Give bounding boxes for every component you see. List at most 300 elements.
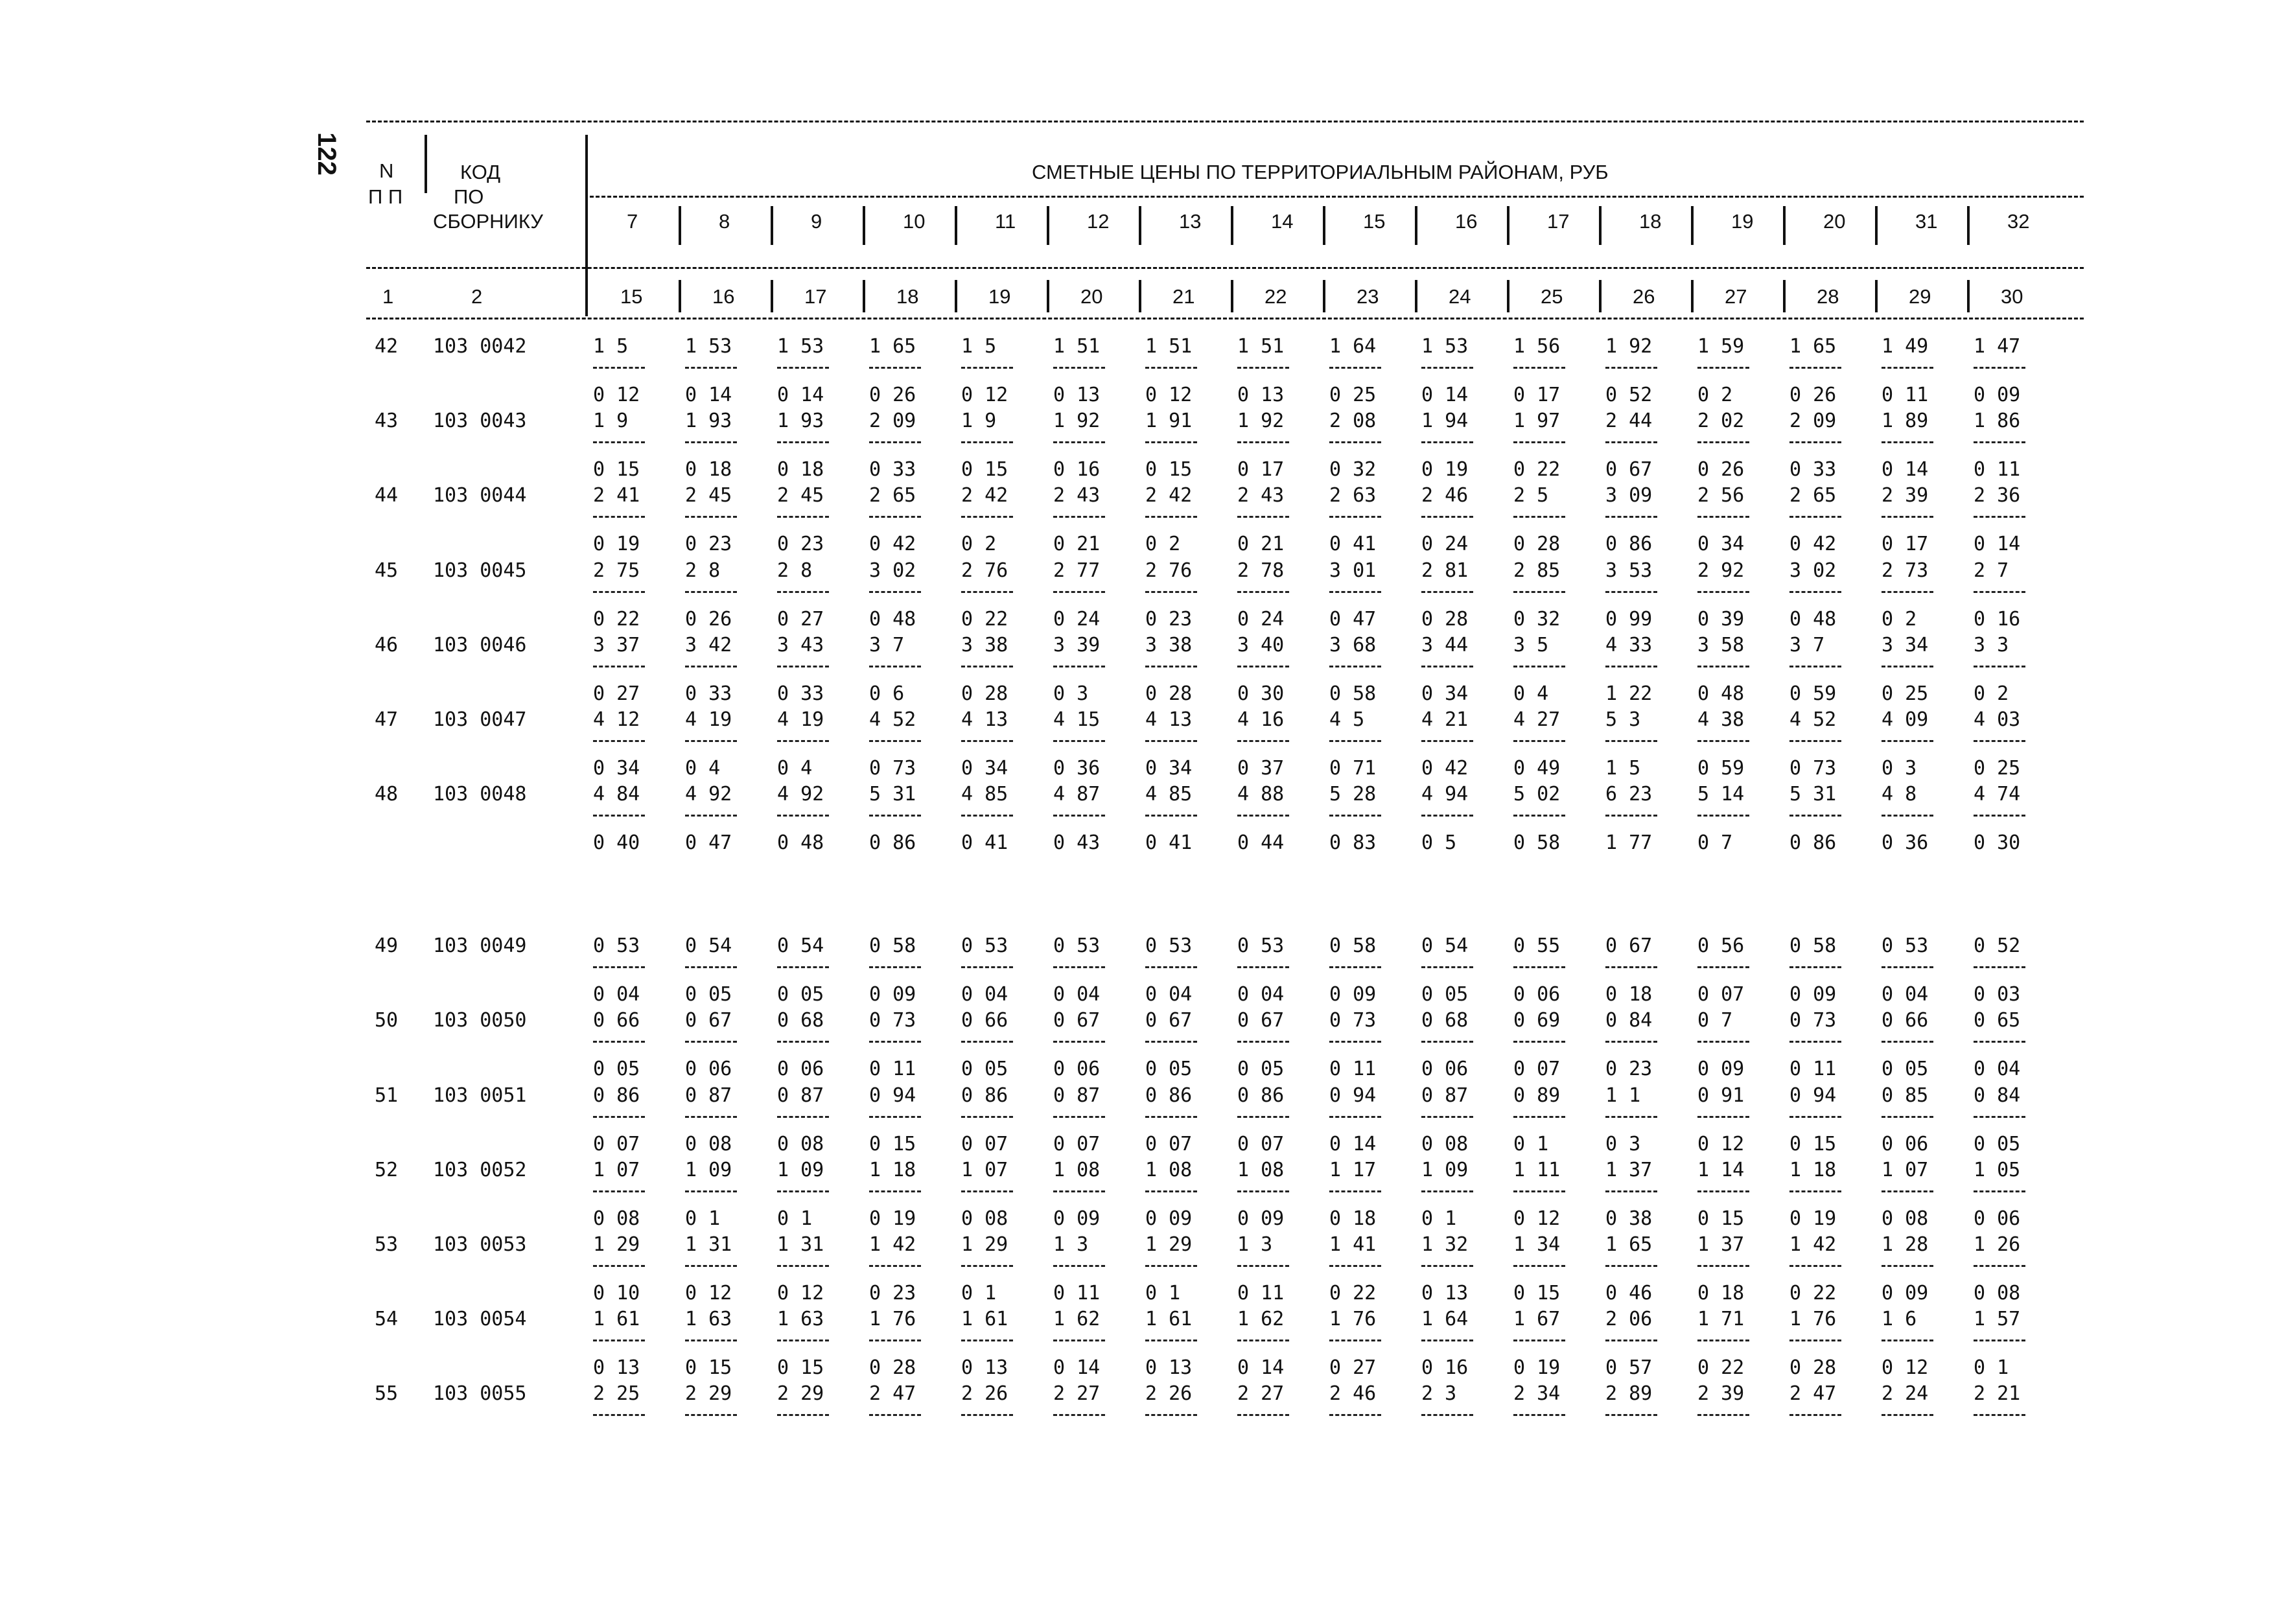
price-sub-value: 0 22	[1329, 1282, 1377, 1305]
price-sub-value: 0 37	[1237, 757, 1285, 780]
region-divider	[1047, 206, 1049, 245]
price-value: 1 92	[1237, 410, 1285, 432]
fraction-bar	[1697, 1116, 1749, 1118]
price-value: 0 68	[777, 1009, 824, 1032]
fraction-bar	[1053, 1414, 1105, 1416]
price-value: 1 64	[1329, 335, 1377, 358]
price-sub-value: 0 34	[961, 757, 1008, 780]
fraction-bar	[1237, 516, 1289, 518]
fraction-bar	[1421, 441, 1473, 443]
price-value: 1 26	[1974, 1233, 2021, 1256]
fraction-bar	[1329, 1116, 1381, 1118]
region-divider	[1323, 206, 1325, 245]
col-number-divider	[955, 280, 957, 312]
price-value: 2 73	[1882, 559, 1929, 582]
price-value: 6 23	[1605, 783, 1653, 806]
fraction-bar	[1882, 516, 1933, 518]
region-col-number-30: 30	[2001, 285, 2023, 308]
price-sub-value: 0 26	[685, 608, 732, 631]
price-value: 1 37	[1605, 1159, 1653, 1181]
price-sub-value: 0 71	[1329, 757, 1377, 780]
price-value: 1 49	[1882, 335, 1929, 358]
fraction-bar	[1053, 815, 1105, 817]
fraction-bar	[1145, 740, 1197, 742]
price-value: 0 53	[593, 934, 640, 957]
fraction-bar	[1789, 1041, 1841, 1043]
price-value: 1 56	[1513, 335, 1561, 358]
fraction-bar	[869, 1041, 921, 1043]
price-value: 0 67	[1053, 1009, 1101, 1032]
fraction-bar	[961, 740, 1013, 742]
price-value: 1 64	[1421, 1308, 1469, 1330]
price-sub-value: 0 4	[1513, 682, 1549, 705]
fraction-bar	[777, 966, 829, 968]
price-value: 1 29	[961, 1233, 1008, 1256]
price-value: 4 12	[593, 708, 640, 731]
header-divider-2	[585, 135, 588, 316]
fraction-bar	[1605, 1116, 1657, 1118]
price-sub-value: 0 28	[1145, 682, 1193, 705]
price-value: 0 54	[1421, 934, 1469, 957]
price-sub-value: 0 15	[1513, 1282, 1561, 1305]
price-value: 4 19	[685, 708, 732, 731]
fraction-bar	[1329, 815, 1381, 817]
fraction-bar	[1053, 441, 1105, 443]
fraction-bar	[1145, 516, 1197, 518]
price-value: 1 18	[1789, 1159, 1837, 1181]
fraction-bar	[685, 1041, 737, 1043]
price-value: 2 78	[1237, 559, 1285, 582]
price-sub-value: 0 58	[1513, 831, 1561, 854]
fraction-bar	[961, 441, 1013, 443]
region-header-11: 11	[995, 210, 1016, 233]
price-value: 0 84	[1605, 1009, 1653, 1032]
price-value: 1 09	[777, 1159, 824, 1181]
price-value: 2 47	[1789, 1382, 1837, 1405]
fraction-bar	[1053, 966, 1105, 968]
price-sub-value: 0 15	[961, 458, 1008, 481]
fraction-bar	[1697, 591, 1749, 593]
fraction-bar	[777, 1190, 829, 1192]
fraction-bar	[1974, 1041, 2025, 1043]
price-sub-value: 0 06	[1882, 1133, 1929, 1155]
price-sub-value: 0 05	[1974, 1133, 2021, 1155]
price-sub-value: 0 11	[1974, 458, 2021, 481]
price-sub-value: 0 17	[1882, 533, 1929, 555]
fraction-bar	[1882, 815, 1933, 817]
fraction-bar	[593, 1340, 645, 1341]
price-value: 1 89	[1882, 410, 1929, 432]
price-sub-value: 0 11	[1789, 1058, 1837, 1080]
fraction-bar	[1145, 1190, 1197, 1192]
fraction-bar	[1513, 367, 1565, 369]
fraction-bar	[1421, 740, 1473, 742]
fraction-bar	[1513, 516, 1565, 518]
price-value: 4 19	[777, 708, 824, 731]
fraction-bar	[1513, 591, 1565, 593]
price-sub-value: 0 23	[777, 533, 824, 555]
fraction-bar	[1513, 966, 1565, 968]
price-value: 2 89	[1605, 1382, 1653, 1405]
price-value: 4 88	[1237, 783, 1285, 806]
price-sub-value: 0 07	[1145, 1133, 1193, 1155]
row-number: 44	[375, 484, 399, 507]
price-sub-value: 0 11	[1053, 1282, 1101, 1305]
fraction-bar	[1053, 1190, 1105, 1192]
price-sub-value: 0 86	[869, 831, 916, 854]
price-sub-value: 0 08	[1974, 1282, 2021, 1305]
price-sub-value: 0 1	[1974, 1356, 2009, 1379]
price-sub-value: 0 83	[1329, 831, 1377, 854]
row-code: 103 0050	[433, 1009, 527, 1032]
price-sub-value: 0 22	[961, 608, 1008, 631]
fraction-bar	[1882, 1265, 1933, 1267]
price-value: 0 86	[961, 1084, 1008, 1107]
fraction-bar	[1605, 666, 1657, 667]
fraction-bar	[1329, 1041, 1381, 1043]
page-number: 122	[312, 132, 341, 176]
price-sub-value: 0 06	[1974, 1207, 2021, 1230]
price-sub-value: 0 59	[1697, 757, 1745, 780]
price-value: 1 1	[1605, 1084, 1641, 1107]
region-divider	[1875, 206, 1878, 245]
price-value: 0 85	[1882, 1084, 1929, 1107]
price-sub-value: 0 36	[1882, 831, 1929, 854]
price-value: 4 92	[685, 783, 732, 806]
fraction-bar	[1605, 441, 1657, 443]
price-sub-value: 0 41	[1329, 533, 1377, 555]
col-number-divider	[1047, 280, 1049, 312]
price-value: 1 08	[1145, 1159, 1193, 1181]
price-sub-value: 0 06	[685, 1058, 732, 1080]
fraction-bar	[1421, 1190, 1473, 1192]
price-value: 1 07	[593, 1159, 640, 1181]
fraction-bar	[1789, 966, 1841, 968]
region-header-17: 17	[1547, 210, 1570, 233]
price-value: 2 29	[777, 1382, 824, 1405]
price-sub-value: 0 27	[1329, 1356, 1377, 1379]
fraction-bar	[1237, 1041, 1289, 1043]
price-value: 2 24	[1882, 1382, 1929, 1405]
price-value: 1 09	[1421, 1159, 1469, 1181]
col-number-divider	[1231, 280, 1233, 312]
region-col-number-28: 28	[1817, 285, 1839, 308]
price-sub-value: 0 44	[1237, 831, 1285, 854]
price-value: 3 01	[1329, 559, 1377, 582]
fraction-bar	[685, 1340, 737, 1341]
col-number-divider	[679, 280, 681, 312]
price-sub-value: 0 23	[685, 533, 732, 555]
fraction-bar	[1605, 1265, 1657, 1267]
price-sub-value: 0 16	[1053, 458, 1101, 481]
price-value: 0 53	[961, 934, 1008, 957]
header-pp-label: П П	[368, 185, 403, 208]
fraction-bar	[1329, 516, 1381, 518]
fraction-bar	[1882, 966, 1933, 968]
fraction-bar	[685, 1265, 737, 1267]
fraction-bar	[1697, 815, 1749, 817]
price-sub-value: 0 19	[1789, 1207, 1837, 1230]
price-value: 1 5	[593, 335, 629, 358]
fraction-bar	[1513, 1265, 1565, 1267]
price-value: 0 53	[1053, 934, 1101, 957]
price-sub-value: 0 46	[1605, 1282, 1653, 1305]
price-sub-value: 0 05	[1421, 983, 1469, 1006]
header-n-label: N	[379, 159, 394, 182]
price-value: 2 65	[1789, 484, 1837, 507]
fraction-bar	[1882, 1041, 1933, 1043]
price-value: 5 31	[1789, 783, 1837, 806]
price-sub-value: 0 12	[777, 1282, 824, 1305]
price-sub-value: 0 73	[1789, 757, 1837, 780]
region-divider	[1231, 206, 1233, 245]
fraction-bar	[1329, 666, 1381, 667]
price-value: 0 84	[1974, 1084, 2021, 1107]
price-sub-value: 0 15	[777, 1356, 824, 1379]
price-sub-value: 0 05	[777, 983, 824, 1006]
col-number-divider	[1875, 280, 1878, 312]
fraction-bar	[1605, 815, 1657, 817]
region-col-number-24: 24	[1449, 285, 1471, 308]
price-value: 0 87	[685, 1084, 732, 1107]
price-value: 1 5	[961, 335, 997, 358]
fraction-bar	[1697, 1414, 1749, 1416]
fraction-bar	[1421, 1340, 1473, 1341]
price-value: 3 02	[869, 559, 916, 582]
price-sub-value: 0 41	[1145, 831, 1193, 854]
price-value: 1 32	[1421, 1233, 1469, 1256]
price-value: 1 93	[777, 410, 824, 432]
price-sub-value: 0 05	[961, 1058, 1008, 1080]
price-sub-value: 0 14	[1421, 384, 1469, 406]
price-sub-value: 0 28	[1789, 1356, 1837, 1379]
price-sub-value: 0 07	[961, 1133, 1008, 1155]
price-value: 3 39	[1053, 634, 1101, 656]
price-sub-value: 0 48	[1697, 682, 1745, 705]
price-value: 2 39	[1882, 484, 1929, 507]
price-sub-value: 0 26	[1697, 458, 1745, 481]
price-value: 2 42	[1145, 484, 1193, 507]
price-value: 1 65	[1789, 335, 1837, 358]
price-value: 2 43	[1237, 484, 1285, 507]
price-sub-value: 0 42	[1789, 533, 1837, 555]
price-sub-value: 0 09	[1329, 983, 1377, 1006]
fraction-bar	[1882, 1116, 1933, 1118]
price-value: 2 92	[1697, 559, 1745, 582]
region-header-14: 14	[1271, 210, 1294, 233]
price-sub-value: 0 14	[1974, 533, 2021, 555]
price-value: 1 07	[1882, 1159, 1929, 1181]
fraction-bar	[1605, 591, 1657, 593]
price-value: 1 86	[1974, 410, 2021, 432]
price-sub-value: 0 43	[1053, 831, 1101, 854]
row-code: 103 0048	[433, 783, 527, 806]
fraction-bar	[1789, 1265, 1841, 1267]
fraction-bar	[1237, 441, 1289, 443]
fraction-bar	[1237, 666, 1289, 667]
region-col-number-21: 21	[1172, 285, 1195, 308]
price-sub-value: 1 77	[1605, 831, 1653, 854]
price-sub-value: 0 12	[685, 1282, 732, 1305]
fraction-bar	[1329, 1265, 1381, 1267]
fraction-bar	[1697, 966, 1749, 968]
price-value: 4 5	[1329, 708, 1365, 731]
price-sub-value: 0 34	[1145, 757, 1193, 780]
price-value: 1 51	[1237, 335, 1285, 358]
price-value: 0 87	[1421, 1084, 1469, 1107]
price-value: 1 17	[1329, 1159, 1377, 1181]
price-value: 1 05	[1974, 1159, 2021, 1181]
fraction-bar	[1053, 740, 1105, 742]
price-value: 1 63	[777, 1308, 824, 1330]
fraction-bar	[777, 815, 829, 817]
price-sub-value: 0 57	[1605, 1356, 1653, 1379]
region-header-7: 7	[627, 210, 638, 233]
fraction-bar	[1053, 591, 1105, 593]
fraction-bar	[1513, 1414, 1565, 1416]
price-value: 1 94	[1421, 410, 1469, 432]
price-sub-value: 0 1	[777, 1207, 813, 1230]
fraction-bar	[777, 666, 829, 667]
col-number-divider	[1415, 280, 1417, 312]
fraction-bar	[1974, 591, 2025, 593]
fraction-bar	[1605, 966, 1657, 968]
price-sub-value: 0 08	[1882, 1207, 1929, 1230]
price-sub-value: 0 28	[869, 1356, 916, 1379]
fraction-bar	[1237, 1116, 1289, 1118]
price-value: 1 65	[869, 335, 916, 358]
price-sub-value: 0 07	[1053, 1133, 1101, 1155]
price-sub-value: 0 08	[593, 1207, 640, 1230]
price-value: 0 67	[1237, 1009, 1285, 1032]
price-sub-value: 0 17	[1237, 458, 1285, 481]
fraction-bar	[777, 1265, 829, 1267]
price-value: 0 53	[1882, 934, 1929, 957]
price-value: 2 27	[1053, 1382, 1101, 1405]
fraction-bar	[1145, 1041, 1197, 1043]
price-sub-value: 0 13	[1421, 1282, 1469, 1305]
fraction-bar	[1421, 591, 1473, 593]
fraction-bar	[1789, 516, 1841, 518]
price-value: 0 73	[1329, 1009, 1377, 1032]
row-number: 45	[375, 559, 399, 582]
price-sub-value: 0 42	[869, 533, 916, 555]
title-underline	[590, 196, 2084, 198]
price-sub-value: 0 27	[777, 608, 824, 631]
price-sub-value: 0 14	[1329, 1133, 1377, 1155]
fraction-bar	[1237, 367, 1289, 369]
price-value: 0 66	[593, 1009, 640, 1032]
price-value: 4 21	[1421, 708, 1469, 731]
price-sub-value: 0 25	[1974, 757, 2021, 780]
price-sub-value: 0 2	[1974, 682, 2009, 705]
price-sub-value: 0 04	[1974, 1058, 2021, 1080]
fraction-bar	[1513, 815, 1565, 817]
price-value: 2 65	[869, 484, 916, 507]
fraction-bar	[777, 1116, 829, 1118]
price-sub-value: 0 08	[777, 1133, 824, 1155]
price-value: 2 09	[1789, 410, 1837, 432]
price-value: 4 03	[1974, 708, 2021, 731]
fraction-bar	[1882, 666, 1933, 667]
price-value: 1 67	[1513, 1308, 1561, 1330]
price-value: 0 73	[1789, 1009, 1837, 1032]
fraction-bar	[1789, 1414, 1841, 1416]
price-value: 2 46	[1329, 1382, 1377, 1405]
price-value: 1 34	[1513, 1233, 1561, 1256]
price-sub-value: 0 03	[1974, 983, 2021, 1006]
price-sub-value: 0 21	[1237, 533, 1285, 555]
price-sub-value: 0 05	[685, 983, 732, 1006]
fraction-bar	[1145, 1414, 1197, 1416]
price-sub-value: 0 12	[1697, 1133, 1745, 1155]
price-sub-value: 0 30	[1237, 682, 1285, 705]
price-value: 2 76	[1145, 559, 1193, 582]
price-sub-value: 0 05	[1882, 1058, 1929, 1080]
row-code: 103 0051	[433, 1084, 527, 1107]
price-sub-value: 0 13	[1145, 1356, 1193, 1379]
fraction-bar	[1237, 1265, 1289, 1267]
fraction-bar	[961, 815, 1013, 817]
price-sub-value: 0 3	[1882, 757, 1917, 780]
col-number-2: 2	[471, 285, 483, 308]
price-value: 0 65	[1974, 1009, 2021, 1032]
price-value: 4 13	[961, 708, 1008, 731]
header-title: СМЕТНЫЕ ЦЕНЫ ПО ТЕРРИТОРИАЛЬНЫМ РАЙОНАМ, РУБ	[1032, 161, 1609, 183]
price-value: 3 68	[1329, 634, 1377, 656]
header-divider-1	[425, 135, 427, 193]
price-sub-value: 1 5	[1605, 757, 1641, 780]
price-sub-value: 0 2	[1697, 384, 1733, 406]
price-value: 0 86	[593, 1084, 640, 1107]
fraction-bar	[593, 591, 645, 593]
price-value: 0 73	[869, 1009, 916, 1032]
price-sub-value: 0 22	[1789, 1282, 1837, 1305]
price-value: 2 8	[777, 559, 813, 582]
price-value: 5 3	[1605, 708, 1641, 731]
fraction-bar	[777, 516, 829, 518]
price-sub-value: 0 28	[1513, 533, 1561, 555]
price-value: 1 37	[1697, 1233, 1745, 1256]
header-code-label-3: СБОРНИКУ	[433, 210, 543, 233]
price-value: 4 38	[1697, 708, 1745, 731]
fraction-bar	[961, 1414, 1013, 1416]
fraction-bar	[1974, 367, 2025, 369]
price-sub-value: 0 48	[777, 831, 824, 854]
fraction-bar	[1421, 516, 1473, 518]
price-value: 4 33	[1605, 634, 1653, 656]
fraction-bar	[1421, 966, 1473, 968]
price-sub-value: 0 06	[1053, 1058, 1101, 1080]
price-value: 3 44	[1421, 634, 1469, 656]
fraction-bar	[777, 1340, 829, 1341]
price-value: 2 36	[1974, 484, 2021, 507]
price-sub-value: 0 09	[1974, 384, 2021, 406]
fraction-bar	[1789, 591, 1841, 593]
price-sub-value: 0 34	[1697, 533, 1745, 555]
fraction-bar	[1882, 1340, 1933, 1341]
fraction-bar	[593, 441, 645, 443]
price-value: 1 28	[1882, 1233, 1929, 1256]
fraction-bar	[1053, 666, 1105, 667]
fraction-bar	[1697, 441, 1749, 443]
price-value: 3 34	[1882, 634, 1929, 656]
price-sub-value: 0 09	[1053, 1207, 1101, 1230]
price-value: 4 87	[1053, 783, 1101, 806]
price-value: 1 61	[961, 1308, 1008, 1330]
region-header-15: 15	[1363, 210, 1386, 233]
price-value: 0 91	[1697, 1084, 1745, 1107]
